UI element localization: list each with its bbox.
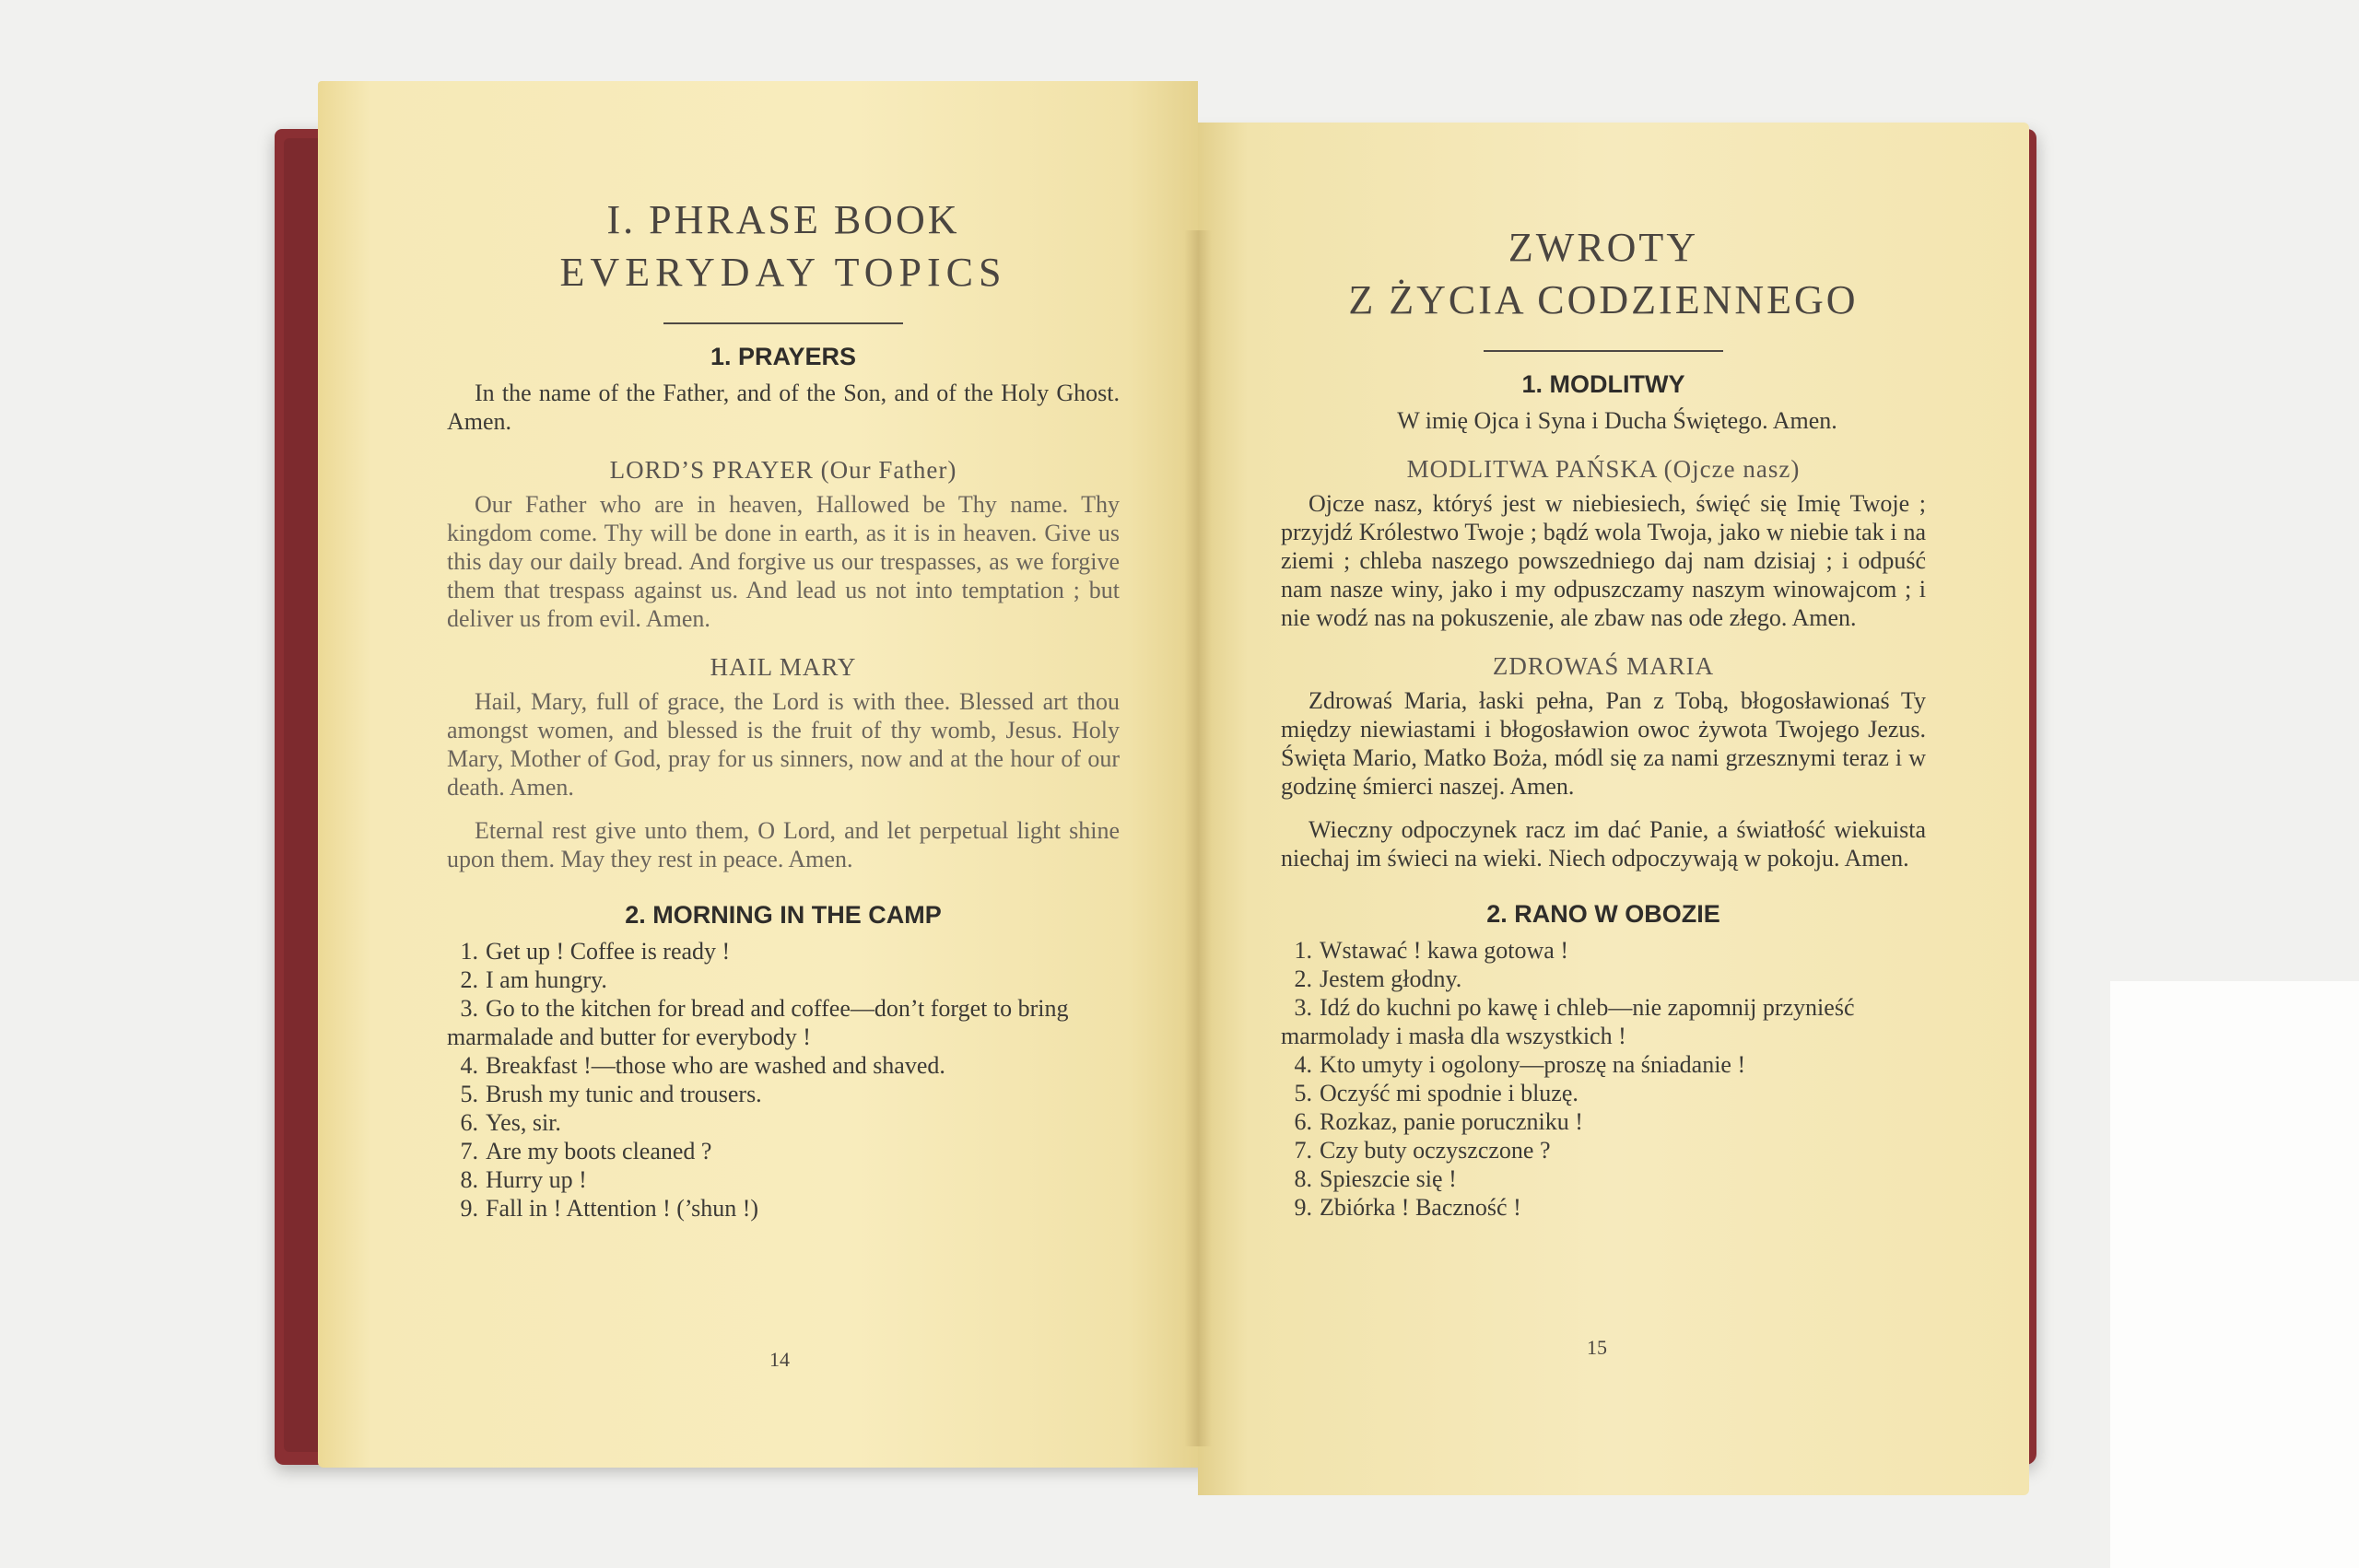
morning-list-en <box>447 937 1120 1223</box>
list-item: 8. Spieszcie się ! <box>1294 1165 1457 1193</box>
list-item: 1. Wstawać ! kawa gotowa ! <box>1294 937 1568 965</box>
lords-prayer-text: Ojcze nasz, któryś jest w niebiesiech, święć się Imię Twoje ; przyjdź Królestwo Twoje ; bądź wola Twoja, jako w niebie tak i na ziemi ; chleba naszego powszedniego daj nam dzisiaj ; i odpuść nam nasze winy, jako i my odpuszczamy naszym winowajcom ; i nie wodź nas na pokuszenie, ale zbaw nas ode złego. Amen. <box>1281 490 1926 632</box>
hail-mary-text: Hail, Mary, full of grace, the Lord is with thee. Blessed art thou amongst women, and blessed is the fruit of thy womb, Jesus. Holy Mary, Mother of God, pray for us sinners, now and at the hour of our death. Amen. <box>447 688 1120 802</box>
hail-mary-heading: HAIL MARY <box>710 653 857 682</box>
right-page-content <box>1281 221 1926 1222</box>
list-item: 1. Get up ! Coffee is ready ! <box>460 938 731 965</box>
title-rule <box>663 322 903 324</box>
right-title-line2: Z ŻYCIA CODZIENNEGO <box>1348 277 1859 323</box>
eternal-rest-text: Wieczny odpoczynek racz im dać Panie, a światłość wiekuista niechaj im świeci na wieki. Niech odpoczywają w pokoju. Amen. <box>1281 816 1926 872</box>
prayers-text: W imię Ojca i Syna i Ducha Świętego. Amen. <box>1397 407 1837 435</box>
right-page-number: 15 <box>1587 1336 1607 1359</box>
list-item: 3. Go to the kitchen for bread and coffee—don’t forget to bring marmalade and butter for everybody ! <box>447 995 1069 1051</box>
eternal-rest-text: Eternal rest give unto them, O Lord, and let perpetual light shine upon them. May they rest in peace. Amen. <box>447 817 1120 873</box>
list-item: 7. Czy buty oczyszczone ? <box>1294 1137 1551 1164</box>
list-item: 6. Rozkaz, panie poruczniku ! <box>1294 1108 1583 1136</box>
list-item: 2. Jestem głodny. <box>1294 965 1462 993</box>
right-title-line1: ZWROTY <box>1508 225 1699 270</box>
list-item: 6. Yes, sir. <box>460 1109 561 1137</box>
left-title-line1: I. PHRASE BOOK <box>606 197 960 242</box>
morning-heading: 2. RANO W OBOZIE <box>1486 900 1720 929</box>
backdrop-panel <box>2110 981 2359 1568</box>
left-page-number: 14 <box>769 1348 790 1371</box>
prayers-heading: 1. MODLITWY <box>1521 370 1685 399</box>
list-item: 2. I am hungry. <box>460 966 607 994</box>
lords-prayer-heading: MODLITWA PAŃSKA (Ojcze nasz) <box>1406 455 1801 484</box>
prayers-heading: 1. PRAYERS <box>710 343 857 371</box>
left-page-content <box>447 193 1120 1223</box>
list-item: 9. Zbiórka ! Baczność ! <box>1294 1194 1521 1222</box>
hail-mary-text: Zdrowaś Maria, łaski pełna, Pan z Tobą, błogosławionaś Ty między niewiastami i błogosławion owoc żywota Twojego Jezus. Święta Mario, Matko Boża, módl się za nami grzesznymi teraz i w godzinę śmierci naszej. Amen. <box>1281 687 1926 801</box>
prayers-text: In the name of the Father, and of the Son, and of the Holy Ghost. Amen. <box>447 380 1120 436</box>
book-gutter <box>1184 230 1212 1446</box>
list-item: 8. Hurry up ! <box>460 1166 587 1194</box>
morning-heading: 2. MORNING IN THE CAMP <box>625 901 942 930</box>
list-item: 4. Breakfast !—those who are washed and shaved. <box>460 1052 945 1080</box>
list-item: 5. Brush my tunic and trousers. <box>460 1081 762 1108</box>
list-item: 7. Are my boots cleaned ? <box>460 1138 712 1165</box>
list-item: 5. Oczyść mi spodnie i bluzę. <box>1294 1080 1579 1107</box>
list-item: 4. Kto umyty i ogolony—proszę na śniadanie ! <box>1294 1051 1746 1079</box>
left-title-line2: EVERYDAY TOPICS <box>559 250 1007 296</box>
morning-list-pl <box>1281 936 1926 1222</box>
hail-mary-heading: ZDROWAŚ MARIA <box>1492 652 1715 681</box>
lords-prayer-heading: LORD’S PRAYER (Our Father) <box>609 456 957 485</box>
list-item: 3. Idź do kuchni po kawę i chleb—nie zapomnij przynieść marmolady i masła dla wszystkich ! <box>1281 994 1855 1050</box>
title-rule <box>1484 350 1723 352</box>
list-item: 9. Fall in ! Attention ! (’shun !) <box>460 1195 759 1223</box>
lords-prayer-text: Our Father who are in heaven, Hallowed be Thy name. Thy kingdom come. Thy will be done in earth, as it is in heaven. Give us this day our daily bread. And forgive us our trespasses, as we forgive them that trespass against us. And lead us not into temptation ; but deliver us from evil. Amen. <box>447 491 1120 633</box>
